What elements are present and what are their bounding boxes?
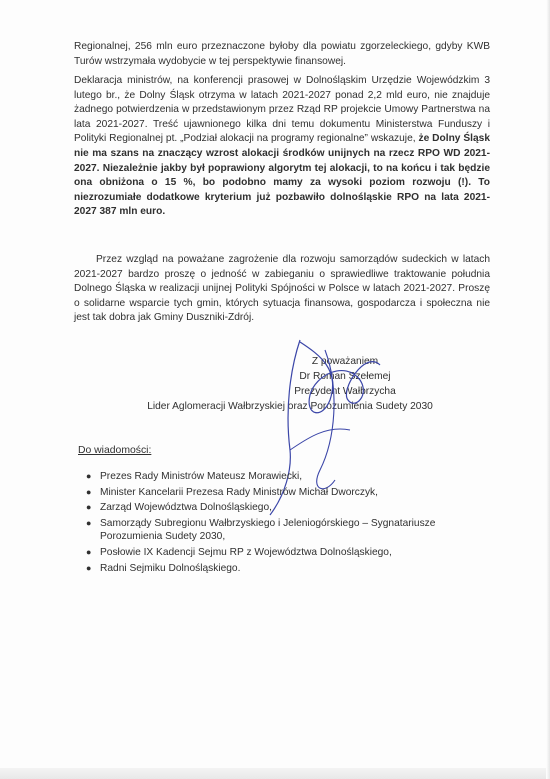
- signer-role: Prezydent Wałbrzycha: [294, 386, 396, 397]
- recipient-text: Samorządy Subregionu Wałbrzyskiego i Jeleniogórskiego – Sygnatariusze Porozumienia Sudety 2030,: [100, 518, 436, 543]
- list-item: [86, 501, 466, 514]
- paragraph-text-bold: że Dolny Śląsk nie ma szans na znaczący wzrost alokacji środków unijnych na rzecz RPO WD 2021-2027. Niezależnie jakby był poprawiony algorytm tej alokacji, to na końcu i tak będzie ona obniżona o 15 %, bo podobno mamy za wysoki poziom rozwoju (!). To niezrozumiałe dodatkowe kryterium już pozbawiło dolnośląskie RPO na lata 2021-2027 387 mln euro.: [74, 133, 491, 218]
- bullet-icon: ●: [86, 486, 92, 497]
- bullet-icon: ●: [86, 547, 92, 558]
- recipients-list: [86, 470, 466, 577]
- bullet-icon: ●: [86, 518, 92, 529]
- paragraph-text-regular: Deklaracja ministrów, na konferencji prasowej w Dolnośląskim Urzędzie Wojewódzkim 3 lutego br., że Dolny Śląsk otrzyma w latach 2021-2027 ponad 2,2 mld euro, nie znajduje żadnego potwierdzenia w przedstawionym przez Rząd RP projekcie Umowy Partnerstwa na lata 2021-2027. Treść ujawnionego kilka dni temu dokumentu Ministerstwa Funduszy i Polityki Regionalnej pt. „Podział alokacji na programy regionalne” wskazuje,: [74, 75, 490, 145]
- signer-name: Dr Roman Szełemej: [299, 371, 391, 382]
- bullet-icon: ●: [86, 562, 92, 573]
- recipient-text: Zarząd Województwa Dolnośląskiego,: [100, 502, 272, 514]
- recipient-text: Prezes Rady Ministrów Mateusz Morawiecki,: [100, 471, 303, 482]
- list-item: [86, 486, 466, 499]
- paragraph-funding-zgorzelec: [74, 40, 490, 69]
- paragraph-text: Przez wzgląd na poważane zagrożenie dla rozwoju samorządów sudeckich w latach 2021-2027 bardzo proszę o jedność w zabieganiu o sprawiedliwe traktowanie południa Dolnego Śląska w realizacji unijnej Polityki Spójności w Polsce w latach 2021-2027. Proszę o solidarne wsparcie tych gmin, których sytuacja finansowa, gospodarcza i społeczna nie jest tak dobra jak Gminy Duszniki-Zdrój.: [74, 254, 490, 324]
- recipient-text: Radni Sejmiku Dolnośląskiego.: [100, 562, 241, 574]
- paragraph-ministers-declaration: [74, 74, 490, 220]
- closing-text: Z poważaniem: [311, 356, 379, 367]
- list-item: [86, 470, 466, 483]
- signer-title: Lider Aglomeracji Wałbrzyskiej oraz Porozumienia Sudety 2030: [147, 401, 433, 412]
- list-item: [86, 546, 466, 559]
- paragraph-text: Regionalnej, 256 mln euro przeznaczone byłoby dla powiatu zgorzeleckiego, gdyby KWB Turów wstrzymała wydobycie w tej perspektywie finansowej.: [74, 41, 490, 67]
- page-right-edge: [546, 0, 550, 779]
- bullet-icon: ●: [86, 471, 92, 481]
- paragraph-appeal: [74, 253, 490, 326]
- list-item: [86, 517, 466, 543]
- recipients-heading: Do wiadomości:: [78, 445, 152, 456]
- recipient-text: Posłowie IX Kadencji Sejmu RP z Województwa Dolnośląskiego,: [100, 547, 392, 559]
- list-item: [86, 562, 466, 575]
- bullet-icon: ●: [86, 502, 92, 513]
- page-bottom-edge: [0, 768, 550, 779]
- recipient-text: Minister Kancelarii Prezesa Rady Ministrów Michał Dworczyk,: [100, 486, 378, 498]
